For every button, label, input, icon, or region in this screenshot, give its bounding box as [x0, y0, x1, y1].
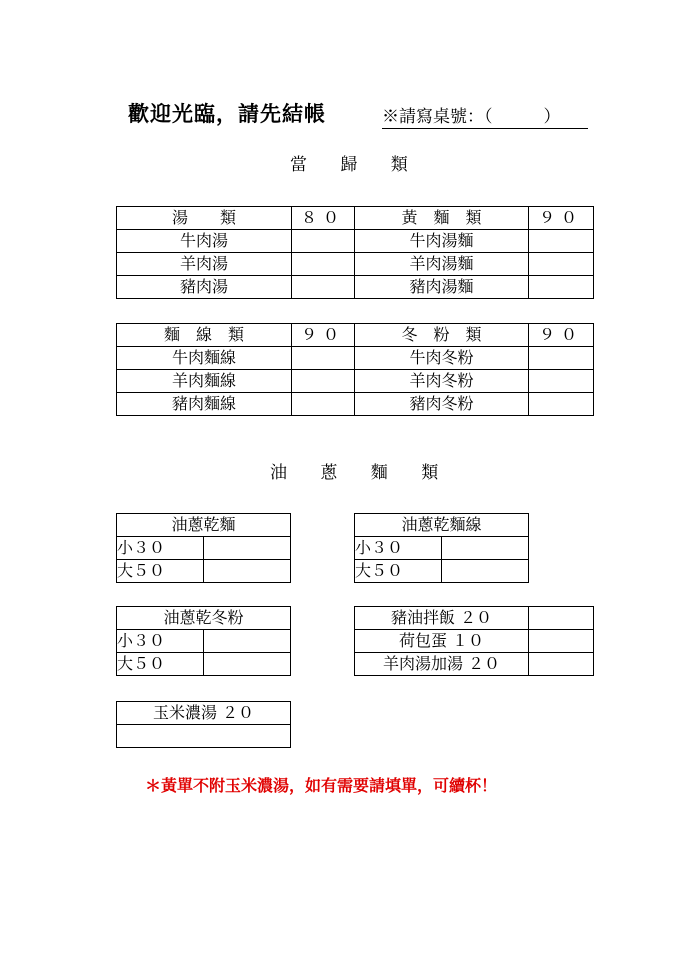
corn-soup-table — [116, 701, 291, 748]
section-heading-scallion: 油 蔥 麵 類 — [270, 463, 453, 483]
qty-cell[interactable] — [529, 347, 594, 370]
item-extra-lamb-soup: 羊肉湯加湯 ２０ — [355, 653, 529, 676]
qty-cell[interactable] — [204, 560, 291, 583]
qty-cell[interactable] — [117, 725, 291, 748]
size-large: 大５０ — [117, 653, 204, 676]
size-large: 大５０ — [117, 560, 204, 583]
scallion-dry-vermicelli-table — [354, 513, 529, 583]
qty-cell[interactable] — [529, 630, 594, 653]
qty-cell[interactable] — [292, 347, 355, 370]
vermicelli-table — [116, 323, 594, 416]
qty-cell[interactable] — [292, 253, 355, 276]
extras-table — [354, 606, 594, 676]
price-yellow-noodle: ９０ — [529, 207, 594, 230]
item-lamb-vermicelli: 羊肉麵線 — [117, 370, 292, 393]
section-heading-dang-gui: 當 歸 類 — [290, 155, 422, 175]
table-number-field[interactable]: ※請寫桌號：（ ） — [382, 102, 588, 129]
scallion-dry-glass-noodle-table — [116, 606, 291, 676]
qty-cell[interactable] — [529, 276, 594, 299]
category-vermicelli: 麵 線 類 — [117, 324, 292, 347]
item-pork-glass-noodle: 豬肉冬粉 — [355, 393, 529, 416]
item-beef-glass-noodle: 牛肉冬粉 — [355, 347, 529, 370]
size-small: 小３０ — [355, 537, 442, 560]
size-small: 小３０ — [117, 630, 204, 653]
qty-cell[interactable] — [529, 370, 594, 393]
scallion-dry-noodle-table — [116, 513, 291, 583]
soup-noodle-table — [116, 206, 594, 299]
qty-cell[interactable] — [529, 230, 594, 253]
category-glass-noodle: 冬 粉 類 — [355, 324, 529, 347]
item-fried-egg: 荷包蛋 １０ — [355, 630, 529, 653]
qty-cell[interactable] — [204, 653, 291, 676]
item-pork-vermicelli: 豬肉麵線 — [117, 393, 292, 416]
qty-cell[interactable] — [529, 253, 594, 276]
item-scallion-dry-vermicelli: 油蔥乾麵線 — [355, 514, 529, 537]
qty-cell[interactable] — [529, 653, 594, 676]
item-lamb-glass-noodle: 羊肉冬粉 — [355, 370, 529, 393]
price-soup: ８０ — [292, 207, 355, 230]
page-title: 歡迎光臨，請先結帳 — [128, 102, 326, 126]
size-large: 大５０ — [355, 560, 442, 583]
item-beef-soup: 牛肉湯 — [117, 230, 292, 253]
item-beef-soup-noodle: 牛肉湯麵 — [355, 230, 529, 253]
qty-cell[interactable] — [292, 393, 355, 416]
corn-soup-note: ＊黃單不附玉米濃湯，如有需要請填單，可續杯！ — [145, 776, 498, 795]
qty-cell[interactable] — [292, 370, 355, 393]
category-soup: 湯 類 — [117, 207, 292, 230]
qty-cell[interactable] — [292, 230, 355, 253]
qty-cell[interactable] — [292, 276, 355, 299]
item-pork-soup: 豬肉湯 — [117, 276, 292, 299]
item-lard-rice: 豬油拌飯 ２０ — [355, 607, 529, 630]
qty-cell[interactable] — [204, 537, 291, 560]
item-scallion-dry-glass-noodle: 油蔥乾冬粉 — [117, 607, 291, 630]
item-lamb-soup: 羊肉湯 — [117, 253, 292, 276]
item-pork-soup-noodle: 豬肉湯麵 — [355, 276, 529, 299]
qty-cell[interactable] — [204, 630, 291, 653]
qty-cell[interactable] — [529, 393, 594, 416]
price-vermicelli: ９０ — [292, 324, 355, 347]
item-lamb-soup-noodle: 羊肉湯麵 — [355, 253, 529, 276]
qty-cell[interactable] — [442, 537, 529, 560]
item-scallion-dry-noodle: 油蔥乾麵 — [117, 514, 291, 537]
price-glass-noodle: ９０ — [529, 324, 594, 347]
size-small: 小３０ — [117, 537, 204, 560]
item-corn-soup: 玉米濃湯 ２０ — [117, 702, 291, 725]
category-yellow-noodle: 黃 麵 類 — [355, 207, 529, 230]
qty-cell[interactable] — [442, 560, 529, 583]
item-beef-vermicelli: 牛肉麵線 — [117, 347, 292, 370]
qty-cell[interactable] — [529, 607, 594, 630]
